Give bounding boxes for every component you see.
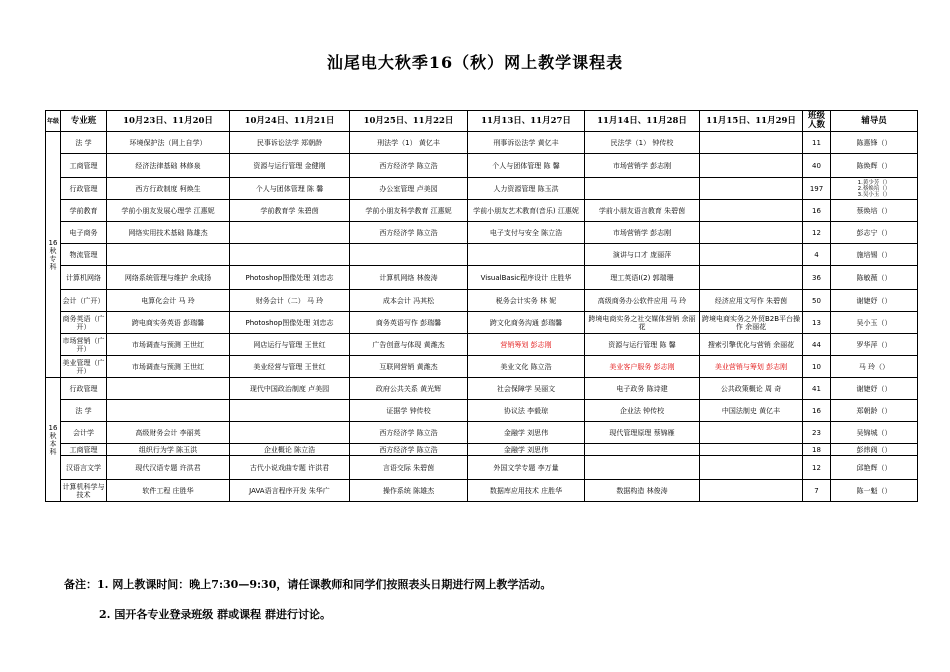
class-count-cell: 12	[803, 456, 831, 480]
tutor-cell: 马 玲（）	[831, 356, 918, 378]
header-period-5: 11月14日、11月28日	[585, 111, 700, 132]
tutor-cell: 吴小玉（）	[831, 312, 918, 334]
course-cell: 公共政策概论 周 奇	[700, 378, 803, 400]
class-count-cell: 23	[803, 422, 831, 444]
table-row	[46, 378, 918, 400]
course-cell: 组织行为学 陈玉洪	[107, 444, 230, 456]
table-row	[46, 400, 918, 422]
course-cell	[700, 266, 803, 290]
course-cell: 西方经济学 陈立浩	[350, 444, 468, 456]
major-cell: 物流管理	[61, 244, 107, 266]
header-period-1: 10月23日、11月20日	[107, 111, 230, 132]
major-cell: 行政管理	[61, 378, 107, 400]
course-cell: 社会保障学 吴丽文	[468, 378, 585, 400]
major-cell: 汉语言文学	[61, 456, 107, 480]
course-cell: 税务会计实务 林 妮	[468, 290, 585, 312]
course-cell: 电子政务 陈诗建	[585, 378, 700, 400]
course-cell: 中国法制史 黄亿丰	[700, 400, 803, 422]
table-row	[46, 178, 918, 200]
course-cell: 电算化会计 马 玲	[107, 290, 230, 312]
course-cell	[700, 200, 803, 222]
course-cell: 经济法律基础 林修泉	[107, 154, 230, 178]
course-cell: 成本会计 冯其松	[350, 290, 468, 312]
course-cell: 现代汉语专题 许洪君	[107, 456, 230, 480]
course-cell: 市场营销学 彭志刚	[585, 222, 700, 244]
major-cell: 会计（广开）	[61, 290, 107, 312]
grade-group-cell: 16秋本科	[46, 378, 61, 502]
course-cell: 西方经济学 陈立浩	[350, 154, 468, 178]
header-major: 专业班	[61, 111, 107, 132]
tutor-cell: 陈焕辉（）	[831, 154, 918, 178]
table-row	[46, 356, 918, 378]
course-cell: 办公室管理 卢美园	[350, 178, 468, 200]
table-row	[46, 154, 918, 178]
class-count-cell: 18	[803, 444, 831, 456]
course-cell: 证据学 钟传校	[350, 400, 468, 422]
class-count-cell: 40	[803, 154, 831, 178]
course-cell: 搜索引擎优化与营销 余丽花	[700, 334, 803, 356]
course-cell: 数据构造 林俊涛	[585, 480, 700, 502]
course-cell: JAVA语言程序开发 朱华广	[230, 480, 350, 502]
course-cell: 高级商务办公软件应用 马 玲	[585, 290, 700, 312]
course-cell: 计算机网络 林俊涛	[350, 266, 468, 290]
table-row	[46, 132, 918, 154]
header-period-2: 10月24日、11月21日	[230, 111, 350, 132]
course-cell	[230, 422, 350, 444]
tutor-cell: 彭炜阀（）	[831, 444, 918, 456]
header-row	[46, 111, 918, 132]
course-cell: 营销筹划 彭志刚	[468, 334, 585, 356]
major-cell: 计算机网络	[61, 266, 107, 290]
header-period-6: 11月15日、11月29日	[700, 111, 803, 132]
course-cell: 市场调查与预测 王世红	[107, 356, 230, 378]
course-cell: 学前小朋友科学教育 江惠妮	[350, 200, 468, 222]
course-cell: 理工英语Ⅰ(2) 郭瑞珊	[585, 266, 700, 290]
note-line-2: 2. 国开各专业登录班级 群或课程 群进行讨论。	[99, 608, 331, 621]
major-cell: 法 学	[61, 400, 107, 422]
course-cell: 学前小朋友艺术教育(音乐) 江惠妮	[468, 200, 585, 222]
course-cell: 资源与运行管理 金健刚	[230, 154, 350, 178]
header-grade: 年级	[46, 111, 61, 132]
header-class-count: 班级人数	[803, 111, 831, 132]
course-cell	[700, 178, 803, 200]
tutor-cell: 1.黄少芳（） 2.蔡焕培（） 3.吴小玉（）	[831, 178, 918, 200]
course-cell: 外国文学专题 李万量	[468, 456, 585, 480]
course-cell	[700, 222, 803, 244]
course-cell	[107, 400, 230, 422]
class-count-cell: 41	[803, 378, 831, 400]
course-cell: Photoshop图像处理 刘忠志	[230, 312, 350, 334]
course-cell: 软件工程 庄胜华	[107, 480, 230, 502]
course-cell: 财务会计（二） 马 玲	[230, 290, 350, 312]
header-tutor: 辅导员	[831, 111, 918, 132]
course-cell: 协议法 李毅琼	[468, 400, 585, 422]
major-cell: 市场营销（广开）	[61, 334, 107, 356]
class-count-cell: 16	[803, 400, 831, 422]
tutor-cell: 施培锡（）	[831, 244, 918, 266]
course-cell: 广告创意与体现 黄潍杰	[350, 334, 468, 356]
course-cell	[230, 244, 350, 266]
table-row	[46, 200, 918, 222]
tutor-cell: 郑朝龄（）	[831, 400, 918, 422]
course-cell: 民法学（1） 钟传校	[585, 132, 700, 154]
course-cell: 环境保护法（网上自学）	[107, 132, 230, 154]
class-count-cell: 4	[803, 244, 831, 266]
header-period-4: 11月13日、11月27日	[468, 111, 585, 132]
course-cell: 演讲与口才 庞丽萍	[585, 244, 700, 266]
course-cell: 学前小朋友发展心理学 江惠妮	[107, 200, 230, 222]
header-period-3: 10月25日、11月22日	[350, 111, 468, 132]
course-cell: 金融学 刘思伟	[468, 422, 585, 444]
course-cell: VisualBasic程序设计 庄胜华	[468, 266, 585, 290]
course-cell: 企业概论 陈立浩	[230, 444, 350, 456]
table-row	[46, 222, 918, 244]
course-cell: 美业客户服务 彭志刚	[585, 356, 700, 378]
course-cell: 高级财务会计 李丽英	[107, 422, 230, 444]
course-cell: 人力资源管理 陈玉洪	[468, 178, 585, 200]
course-cell	[700, 444, 803, 456]
course-cell: 企业法 钟传校	[585, 400, 700, 422]
course-cell	[107, 244, 230, 266]
table-row	[46, 290, 918, 312]
course-cell: 现代中国政治制度 卢美园	[230, 378, 350, 400]
course-cell: 市场调查与预测 王世红	[107, 334, 230, 356]
course-cell: 现代管理原理 蔡锦雁	[585, 422, 700, 444]
course-cell: 言语交际 朱碧茵	[350, 456, 468, 480]
course-cell: 经济应用文写作 朱碧茵	[700, 290, 803, 312]
notes	[64, 570, 551, 630]
class-count-cell: 197	[803, 178, 831, 200]
course-cell	[350, 244, 468, 266]
course-cell: 西方行政制度 柯焕生	[107, 178, 230, 200]
class-count-cell: 44	[803, 334, 831, 356]
major-cell: 工商管理	[61, 154, 107, 178]
course-cell	[468, 244, 585, 266]
course-cell	[700, 244, 803, 266]
tutor-cell: 陈惠锋（）	[831, 132, 918, 154]
course-cell: 民事诉讼法学 郑朝龄	[230, 132, 350, 154]
course-cell: 电子支付与安全 陈立浩	[468, 222, 585, 244]
course-cell: 古代小说戏曲专题 许洪君	[230, 456, 350, 480]
course-cell: 西方经济学 陈立浩	[350, 422, 468, 444]
tutor-cell: 陈一魁（）	[831, 480, 918, 502]
tutor-cell: 蔡焕培（）	[831, 200, 918, 222]
tutor-cell: 吴锦城（）	[831, 422, 918, 444]
grade-group-cell: 16秋专科	[46, 132, 61, 378]
tutor-cell: 谢婕妤（）	[831, 378, 918, 400]
course-cell: 网络实用技术基础 陈雄杰	[107, 222, 230, 244]
course-cell: 刑事诉讼法学 黄亿丰	[468, 132, 585, 154]
table-row	[46, 266, 918, 290]
note-line-1: 备注：1. 网上教课时间：晚上7:30—9:30，请任课教师和同学们按照表头日期进行网上教学活动。	[64, 578, 552, 591]
course-cell: 政府公共关系 黄光辉	[350, 378, 468, 400]
course-cell: 美业经营与管理 王世红	[230, 356, 350, 378]
course-cell: 商务英语写作 彭瑞馨	[350, 312, 468, 334]
course-cell: 市场营销学 彭志刚	[585, 154, 700, 178]
course-cell: 网店运行与管理 王世红	[230, 334, 350, 356]
course-cell	[700, 132, 803, 154]
major-cell: 行政管理	[61, 178, 107, 200]
major-cell: 工商管理	[61, 444, 107, 456]
major-cell: 电子商务	[61, 222, 107, 244]
table-row	[46, 444, 918, 456]
major-cell: 商务英语（广开）	[61, 312, 107, 334]
major-cell: 美业管理（广开）	[61, 356, 107, 378]
course-cell: 西方经济学 陈立浩	[350, 222, 468, 244]
tutor-cell: 陈敏薇（）	[831, 266, 918, 290]
schedule-table	[45, 110, 918, 502]
class-count-cell: 13	[803, 312, 831, 334]
table-row	[46, 334, 918, 356]
tutor-cell: 罗华萍（）	[831, 334, 918, 356]
course-cell	[700, 480, 803, 502]
major-cell: 会计学	[61, 422, 107, 444]
page-title: 汕尾电大秋季16（秋）网上教学课程表	[326, 53, 624, 72]
course-cell: 美业文化 陈立浩	[468, 356, 585, 378]
course-cell: 学前小朋友语言教育 朱碧茵	[585, 200, 700, 222]
class-count-cell: 10	[803, 356, 831, 378]
table-row	[46, 422, 918, 444]
course-cell	[107, 378, 230, 400]
course-cell	[585, 178, 700, 200]
class-count-cell: 7	[803, 480, 831, 502]
course-cell: Photoshop图像处理 刘忠志	[230, 266, 350, 290]
course-cell: 刑法学（1） 黄亿丰	[350, 132, 468, 154]
course-cell: 美业营销与筹划 彭志刚	[700, 356, 803, 378]
course-cell: 学前教育学 朱碧茵	[230, 200, 350, 222]
course-cell: 互联网营销 黄潍杰	[350, 356, 468, 378]
tutor-cell: 谢婕妤（）	[831, 290, 918, 312]
tutor-cell: 邱艳辉（）	[831, 456, 918, 480]
class-count-cell: 11	[803, 132, 831, 154]
course-cell: 跨境电商实务之外贸B2B平台操作 余丽花	[700, 312, 803, 334]
course-cell	[585, 456, 700, 480]
course-cell: 跨文化商务沟通 彭瑞馨	[468, 312, 585, 334]
class-count-cell: 50	[803, 290, 831, 312]
table-row	[46, 480, 918, 502]
course-cell: 个人与团体管理 陈 馨	[230, 178, 350, 200]
course-cell: 网络系统管理与维护 余成扬	[107, 266, 230, 290]
course-cell	[230, 222, 350, 244]
table-row	[46, 456, 918, 480]
course-cell: 个人与团体管理 陈 馨	[468, 154, 585, 178]
course-cell	[700, 422, 803, 444]
major-cell: 计算机科学与技术	[61, 480, 107, 502]
class-count-cell: 16	[803, 200, 831, 222]
table-row	[46, 244, 918, 266]
tutor-cell: 彭志宁（）	[831, 222, 918, 244]
table-row	[46, 312, 918, 334]
major-cell: 法 学	[61, 132, 107, 154]
class-count-cell: 36	[803, 266, 831, 290]
course-cell: 金融学 刘思伟	[468, 444, 585, 456]
class-count-cell: 12	[803, 222, 831, 244]
course-cell: 跨境电商实务之社交媒体营销 余丽花	[585, 312, 700, 334]
course-cell: 跨电商实务英语 彭瑞馨	[107, 312, 230, 334]
course-cell	[700, 456, 803, 480]
course-cell: 资源与运行管理 陈 馨	[585, 334, 700, 356]
course-cell	[700, 154, 803, 178]
course-cell: 数据库应用技术 庄胜华	[468, 480, 585, 502]
major-cell: 学前教育	[61, 200, 107, 222]
course-cell	[585, 444, 700, 456]
course-cell	[230, 400, 350, 422]
course-cell: 操作系统 陈雄杰	[350, 480, 468, 502]
